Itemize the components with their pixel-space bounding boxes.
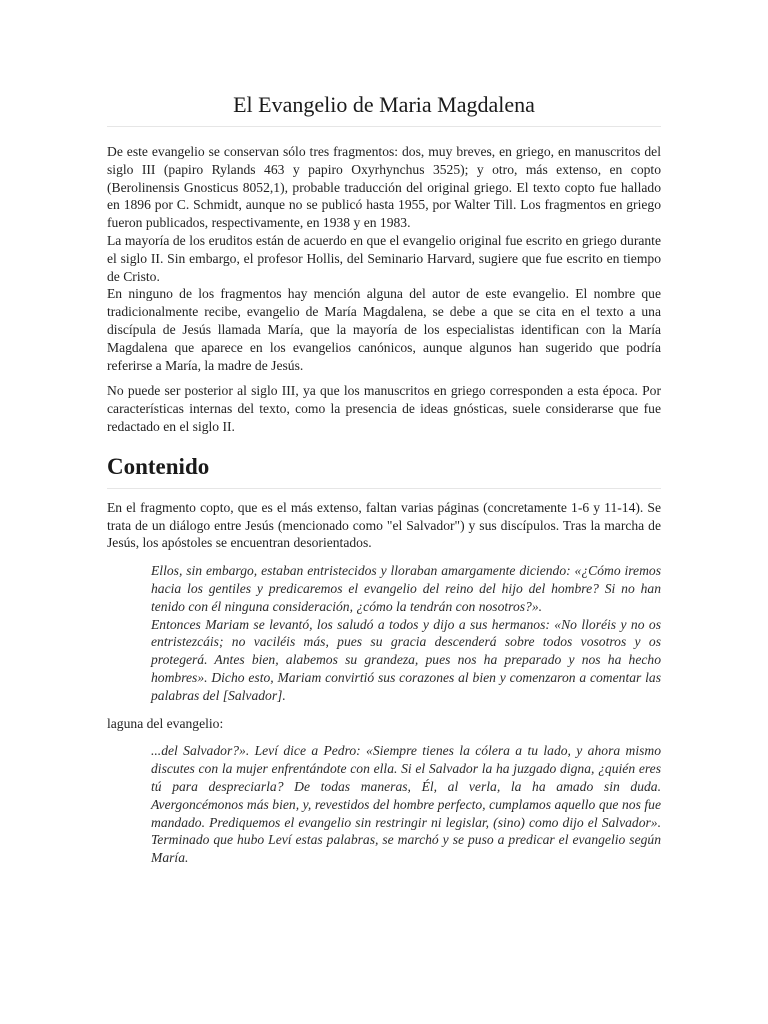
quote-paragraph: Entonces Mariam se levantó, los saludó a todos y dijo a sus hermanos: «No lloréis y no os entristezcáis; no vaciléis más, pues su gracia descenderá sobre todos vosotros y os protegerá. Antes bien, alabemos su grandeza, pues nos ha preparado y nos ha hecho hombres». Dicho esto, Mariam convirtió sus corazones al bien y comenzaron a comentar las palabras del [Salvador]. xyxy=(151,616,661,703)
gap-label: laguna del evangelio: xyxy=(107,715,224,731)
contenido-paragraph: En el fragmento copto, que es el más extenso, faltan varias páginas (concretamente 1-6 y 11-14). Se trata de un diálogo entre Jesús (mencionado como "el Salvador") y sus discípulos. Tras la marcha de Jesús, los apóstoles se encuentran desorientados. xyxy=(107,499,661,551)
page-title: El Evangelio de Maria Magdalena xyxy=(233,92,535,117)
title-divider xyxy=(107,126,661,127)
intro-paragraph: La mayoría de los eruditos están de acuerdo en que el evangelio original fue escrito en griego durante el siglo II. Sin embargo, el profesor Hollis, del Seminario Harvard, sugiere que fue escrito en tiempo de Cristo. xyxy=(107,232,661,284)
gospel-quote xyxy=(151,562,661,704)
quote-paragraph: ...del Salvador?». Leví dice a Pedro: «Siempre tienes la cólera a tu lado, y ahora mismo discutes con la mujer enfrentándote con ella. Si el Salvador la ha juzgado digna, ¿quién eres tú para despreciarla? De todas maneras, Él, al verla, la ha amado sin duda. Avergoncémonos más bien, y, revestidos del hombre perfecto, cumplamos aquello que nos fue mandado. Prediquemos el evangelio sin restringir ni legislar, (sino) como dijo el Salvador». Terminado que hubo Leví estas palabras, se marchó y se puso a predicar el evangelio según María. xyxy=(151,743,661,866)
section-heading-contenido: Contenido xyxy=(107,453,210,479)
section-divider xyxy=(107,488,661,489)
gospel-quote xyxy=(151,742,661,867)
paragraph-gap xyxy=(107,374,661,382)
intro-paragraph: No puede ser posterior al siglo III, ya que los manuscritos en griego corresponden a esta época. Por características internas del texto, como la presencia de ideas gnósticas, suele considerarse que fue redactado en el siglo II. xyxy=(107,383,661,434)
quote-paragraph: Ellos, sin embargo, estaban entristecidos y lloraban amargamente diciendo: «¿Cómo iremos hacia los gentiles y predicaremos el evangelio del reino del hijo del hombre? Si no han tenido con él ninguna consideración, ¿cómo la tendrán con nosotros?». xyxy=(151,563,661,614)
intro-paragraph: De este evangelio se conservan sólo tres fragmentos: dos, muy breves, en griego, en manuscritos del siglo III (papiro Rylands 463 y papiro Oxyrhynchus 3525); y otro, más extenso, en copto (Berolinensis Gnosticus 8052,1), probable traducción del original griego. El texto copto fue hallado en 1896 por C. Schmidt, aunque no se publicó hasta 1955, por Walter Till. Los fragmentos en griego fueron publicados, respectivamente, en 1938 y en 1983. xyxy=(107,144,661,231)
intro-paragraph: En ninguno de los fragmentos hay mención alguna del autor de este evangelio. El nombre que tradicionalmente recibe, evangelio de María Magdalena, se debe a que se cita en el texto a una discípula de Jesús llamada María, que la mayoría de los especialistas identifican con la María Magdalena que aparece en los evangelios canónicos, aunque algunos han sugerido que podría referirse a María, la madre de Jesús. xyxy=(107,286,661,373)
